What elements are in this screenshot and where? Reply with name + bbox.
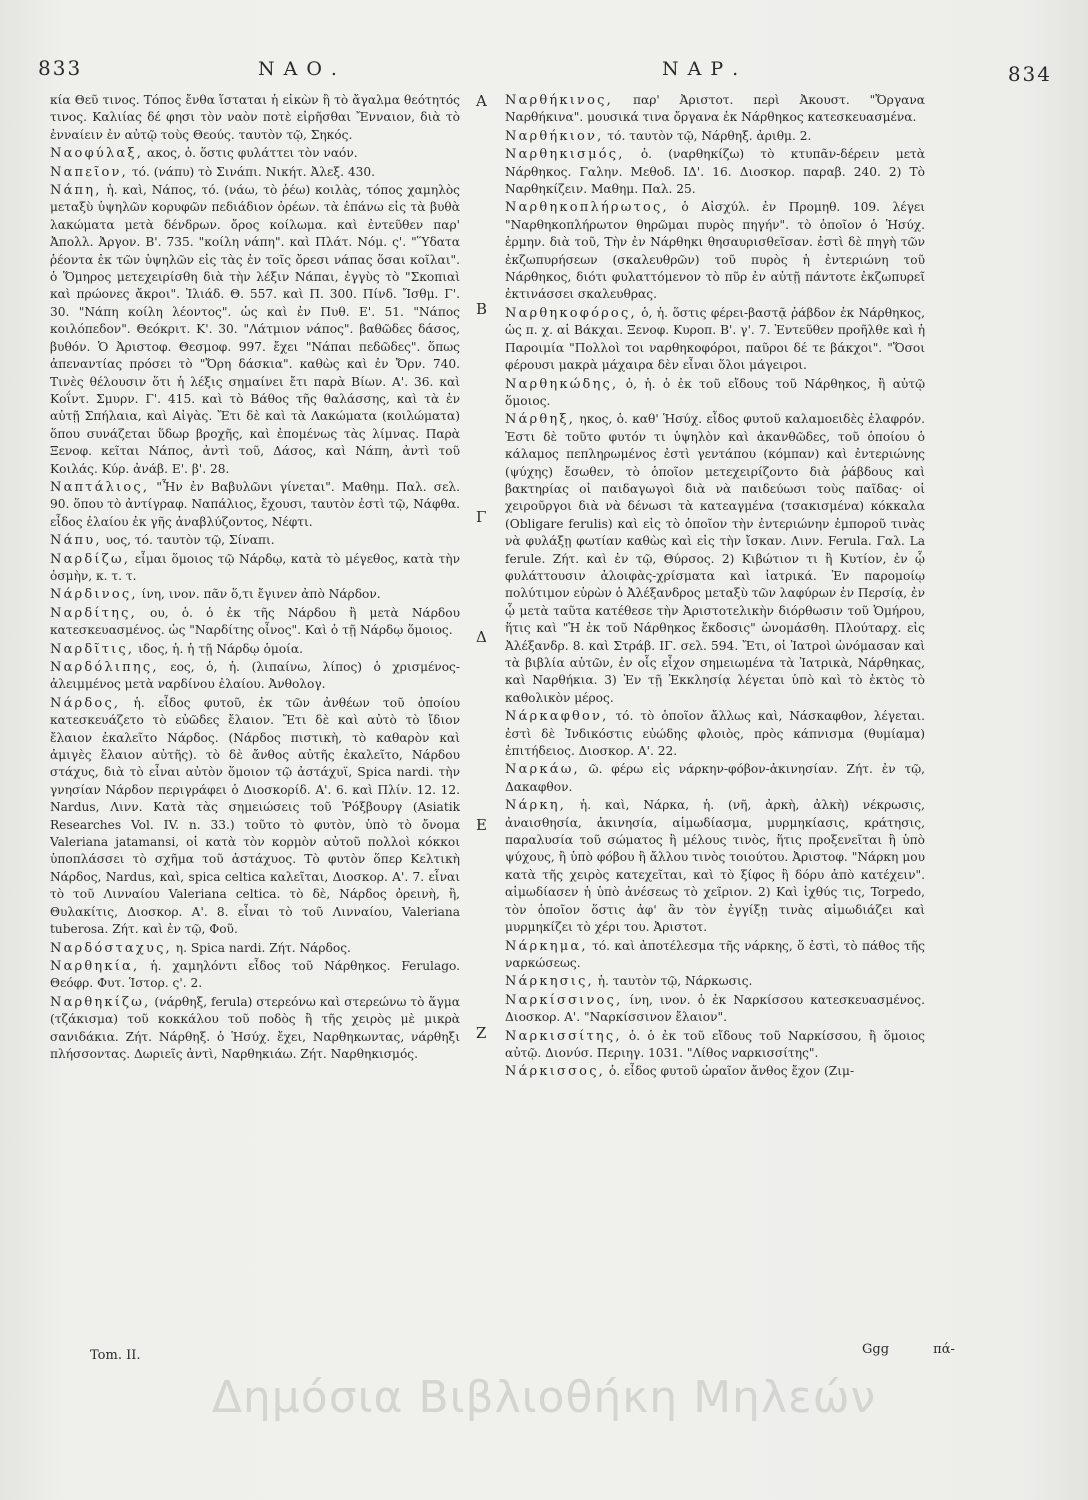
signature-mark xyxy=(862,1342,955,1357)
entry-headword: Ναρθήκινος, xyxy=(505,93,613,108)
dictionary-entry xyxy=(505,376,925,411)
entry-definition: ὁ. εἶδος φυτοῦ ὡραῖον ἄνθος ἔχον (Ζιμ- xyxy=(608,1064,855,1079)
entry-definition: ὁ Αἰσχύλ. ἐν Προμηθ. 109. λέγει "Ναρθηκοπλήρωτον θηρῶμαι πυρὸς πηγήν". τὸ ὁποῖον ὁ Ἡσύχ. ἑρμην. διὰ τοῦ, Τὴν ἐν Νάρθηκι θησαυρισθεῖσαν. ἐστὶ δὲ πηγὴ τῶν ἐκζωπυρήσεων (σκαλευθρῶν) τοῦ πυρὸς ἡ ἐντεριώνη τοῦ Νάρθηκος, διότι φυλαττόμενον τὸ πῦρ ἐν αὐτῇ πάντοτε ἐκζωπυρεῖ ἐκτινάσσει σκαλευθρας. xyxy=(505,200,925,302)
entry-definition: ῶ. φέρω εἰς νάρκην-φόβον-ἀκινησίαν. Ζήτ. ἐν τῷ, Δακαφθον. xyxy=(505,762,926,794)
dictionary-entry xyxy=(50,958,460,993)
entry-headword: Ναρθηκοπλήρωτος, xyxy=(505,200,669,216)
entry-definition: ακος, ὁ. ὅστις φυλάττει τὸν ναόν. xyxy=(146,146,358,161)
catchword: πά- xyxy=(933,1342,955,1357)
entry-definition: ὁ. ὁ ἐκ τοῦ εἴδους τοῦ Ναρκίσσου, ἢ ὅμοιος αὐτῷ. Διονύσ. Περιηγ. 1031. "Λίθος ναρκισσίτης". xyxy=(505,1028,925,1060)
dictionary-entry xyxy=(505,146,925,198)
dictionary-entry xyxy=(50,641,460,658)
entry-definition: ἡ. καὶ, Νάρκα, ἡ. (νῆ, ἀρκὴ, ἀλκὴ) νέκρωσις, ἀναισθησία, ἀκινησία, αἱμωδίασμα, μυρμηκίασις, κράτησις, παραλυσία τοῦ σώματος ἢ μέλους τινὸς, ἥτις προξενεῖται ἢ ὑπὸ ψύχους, ἢ ὑπὸ φόβου ἢ ἄλλου τινὸς τοιούτου. Ἀριστοφ. "Νάρκη μου κατὰ τῆς χειρὸς κατεχεῖται, καὶ τὸ ξίφος ἢ δόρυ ἀπὸ κατέχειν". αἱμωδίασεν ἡ ὑπὸ ἀνέσεως τὸ χεῖριον. 2) Καὶ ἰχθύς τις, Torpedo, τὸν ὁποῖον ὅστις ἀφ' ἂν τὸν ἐγγίξῃ τινὰς αἱμωδιάζει καὶ μυρμηκίζει τὸ χέρι του. Ἀριστοτ. xyxy=(505,798,926,935)
entry-definition: εος, ὁ, ἡ. (λιπαίνω, λίπος) ὁ χρισμένος-ἀλειμμένος μετὰ ναρδίνου ἐλαίου. Ἀνθολογ. xyxy=(50,660,460,692)
dictionary-entry xyxy=(505,973,925,990)
entry-definition: εἶμαι ὅμοιος τῷ Νάρδῳ, κατὰ τὸ μέγεθος, κατὰ τὴν ὀσμὴν, κ. τ. τ. xyxy=(50,551,461,583)
dictionary-entry xyxy=(505,1063,925,1080)
dictionary-entry xyxy=(505,708,925,760)
dictionary-entry xyxy=(50,940,460,957)
entry-headword: Ναρθηκία, xyxy=(50,958,140,974)
dictionary-entry xyxy=(50,145,460,162)
entry-definition: ου, ὁ. ὁ ἐκ τῆς Νάρδου ἢ μετὰ Νάρδου κατεσκευασμένος. ὡς "Ναρδίτης οἶνος". Καὶ ὁ τῇ Νάρδῳ ὅμοιος. xyxy=(50,605,461,638)
entry-headword: Ναρκίσσινος, xyxy=(505,992,623,1008)
entry-definition: τό. καὶ ἀποτέλεσμα τῆς νάρκης, ὅ ἐστὶ, τὸ πάθος τῆς ναρκώσεως. xyxy=(505,938,925,970)
entry-headword: Ναρθήκιον, xyxy=(505,128,604,144)
entry-headword: Νάρκαφθον, xyxy=(505,709,609,725)
section-letter-a: A xyxy=(476,92,487,110)
entry-definition: τό. (νάπυ) τὸ Σινάπι. Νικήτ. Ἀλεξ. 430. xyxy=(131,164,375,179)
entry-definition: "Ἦν ἐν Βαβυλῶνι γίνεται". Μαθημ. Παλ. σελ. 90. ὅπου τὸ ἀντίγραφ. Ναπάλιος, ἔχουσι, ταυτὸν ἐστὶ τῷ, Νάφθα. εἶδος ἐλαίου ἐκ γῆς ἀναβλύζοντος, Νέφτι. xyxy=(50,479,460,529)
entry-definition: ἡ. ταυτὸν τῷ, Νάρκωσις. xyxy=(597,974,753,989)
dictionary-entry xyxy=(50,92,460,144)
entry-headword: Νάπυ, xyxy=(50,533,102,549)
section-letter-z: Z xyxy=(476,1024,487,1042)
entry-headword: Ναπεῖον, xyxy=(50,164,128,180)
section-letter-delta: Δ xyxy=(476,628,487,646)
entry-headword: Νάρκη, xyxy=(505,798,567,814)
entry-definition: ὁ, ἡ. ὁ ἐκ τοῦ εἴδους τοῦ Νάρθηκος, ἢ αὐτῷ ὅμοιος. xyxy=(505,376,926,408)
entry-definition: ηκος, ὁ. καθ' Ἡσύχ. εἶδος φυτοῦ καλαμοειδὲς ἐλαφρόν. Ἐστι δὲ τοῦτο φυτόν τι ὑψηλὸν καὶ ἀκανθῶδες, τοῦ ὁποίου ὁ κάλαμος πεπληρωμένος ἐστὶ γεντάπου (κόμπαν) καὶ ἐντεριώνης (ψύχης) ἔσωθεν, τὸ ὁποῖον μετεχειρίζοντο διὰ ῥάβδους καὶ βακτηρίας οἱ παιδαγωγοὶ διὰ νὰ παιδεύωσι τοὺς παῖδας· οἱ χειροῦργοι διὰ νὰ δένωσι τὰ κατεαγμένα (τσακισμένα) κόκκαλα (Obligare ferulis) καὶ εἰς τὸ ὁποῖον τὴν ἐντεριώνην ἐμποροῦ τινὰς νὰ φυλάξῃ φωτίαν καθὼς καὶ εἰς τὴν ἴσκαν. Λινν. Ferula. Γαλ. La ferule. Ζήτ. καὶ ἐν τῷ, Θύρσος. 2) Κιβώτιον τι ἢ Κυτίον, ἐν ᾧ φυλάττουσιν ἀλοιφὰς-χρίσματα καὶ ἰατρικά. Ἐν παρομοίῳ πολύτιμον εὑρὼν ὁ Ἀλέξανδρος μεταξὺ τῶν λαφύρων ἐν Περσίᾳ, ἐν ᾧ μετὰ ταῦτα κατέθεσε τὴν Ἀριστοτελικὴν διόρθωσιν τοῦ Ὁμήρου, ἥτις καὶ "Ἡ ἐκ τοῦ Νάρθηκος ἔκδοσις" ὠνομάσθη. Πλούταρχ. εἰς Ἀλέξανδρ. 8. καὶ Στράβ. ΙΓ. σελ. 594. Ἔτι, οἱ Ἰατροὶ ὠνόμασαν καὶ τὰ βιβλία αὐτῶν, ἐν οἷς εἶχον σημειωμένα τὰ Ἰατρικὰ, Νάρθηκας, καὶ Ναρθήκια. 3) Ἐν τῇ Ἐκκλησίᾳ λέγεται ὑπὸ καὶ τὸ ἐκτὸς τὸ καθολικὸν μέρος. xyxy=(505,412,925,705)
entry-headword: Νάρθηξ, xyxy=(505,412,576,428)
entry-headword: Νάρδινος, xyxy=(50,587,138,603)
dictionary-entry xyxy=(50,532,460,549)
entry-definition: κία Θεῦ τινος. Τόπος ἔνθα ἵσταται ἡ εἰκὼν ἢ τὸ ἄγαλμα θεότητός τινος. Καλιίας δέ φησι τὸν ναὸν ποτὲ εἰρῆσθαι Ἔνναιον, διὰ τὸ ἐνναίειν ἐν αὐτῷ τοὺς Θεούς. ταυτὸν τῷ, Σηκός. xyxy=(50,93,460,142)
entry-headword: Νάρκησις, xyxy=(505,974,594,990)
running-head-left: ΝΑΟ. xyxy=(258,58,346,80)
dictionary-entry xyxy=(505,411,925,707)
page-number-right: 834 xyxy=(1007,62,1052,86)
volume-label: Tom. II. xyxy=(90,1348,141,1363)
entry-headword: Ναρθηκίζω, xyxy=(50,994,151,1010)
entry-definition: ἡ. εἶδος φυτοῦ, ἐκ τῶν ἀνθέων τοῦ ὁποίου κατεσκευάζετο τὸ εὐῶδες ἔλαιον. Ἔτι δὲ καὶ αὐτὸ τὸ ἴδιον ἔλαιον ἐκαλεῖτο Νάρδος. (Νάρδος πιστικὴ, τὸ καθαρὸν καὶ ἀμιγὲς ἔλαιον αὐτῆς). τὸ δὲ ἄνθος αὐτῆς ἐκαλεῖτο, Νάρδου στάχυς, διὰ τὸ εἶναι αὐτὸν ὅμοιον τῷ ἀστάχυϊ, Spica nardi. τὴν γνησίαν Νάρδον περιγράφει ὁ Διοσκορίδ. Α'. 6. καὶ Πλίν. 12. 12. Nardus, Λινν. Κατὰ τὰς σημειώσεις τοῦ Ῥόξβουργ (Asiatik Researches Vol. IV. n. 33.) τοῦτο τὸ φυτὸν, ὑπὸ τὸ ὄνομα Valeriana jatamansi, οἱ κατὰ τὸν κορμὸν αὐτοῦ πολλοὶ κόκκοι ὑποπλάσσει τὸ σχῆμα τοῦ ἀστάχυος. Τὸ φυτὸν ὅπερ Κελτικὴ Νάρδος, Nardus, καὶ, spica celtica καλεῖται, Διοσκορ. Α'. 7. εἶναι τὸ τοῦ Λινναίου Valeriana celtica. τὸ δὲ, Νάρδος ὀρεινὴ, ἢ, Θυλακίτις, Διοσκορ. Α'. 8. εἶναι τὸ τοῦ Λινναίου, Valeriana tuberosa. Ζήτ. καὶ ἐν τῷ, Φοῦ. xyxy=(50,695,461,937)
dictionary-entry xyxy=(505,199,925,303)
dictionary-entry xyxy=(50,695,460,939)
dictionary-entry xyxy=(50,586,460,603)
entry-definition: τό. ταυτὸν τῷ, Νάρθηξ. ἀριθμ. 2. xyxy=(607,128,812,143)
entry-definition: ὁ, ἡ. ὅστις φέρει-βαστᾷ ῥάβδον ἐκ Νάρθηκος, ὡς π. χ. αἱ Βάκχαι. Ξενοφ. Κυροπ. Β'. γ'. 7. Ἐντεῦθεν προῆλθε καὶ ἡ Παροιμία "Πολλοὶ τοι ναρθηκοφόροι, παῦροι δέ τε βάκχοι". "Ὅσοι φέρουσι μακρὰ μάχαιρα δὲν εἶναι ὅλοι μάγειροι. xyxy=(505,305,926,373)
entry-definition: ἡ. καὶ, Νάπος, τό. (νάω, τὸ ῥέω) κοιλὰς, τόπος χαμηλὸς μεταξὺ ὑψηλῶν κορυφῶν πεδιάδιον ὀρέων. τὰ ἐπάνω εἰς τὰ βυθὰ λακώματα μετὰ δένδρων. ὄρος κοίλωμα. καὶ ἐντεῦθεν παρ' Ἀπολλ. Ἀργον. Β'. 735. "κοίλη νάπη". καὶ Πλάτ. Νόμ. ς'. "Ὕδατα ῥέοντα ἐκ τῶν ὑψηλῶν εἰς τὰς ἐν τοῖς ὄρεσι νάπας ὅσαι κοῖλαι". ὁ Ὅμηρος μετεχειρίσθη διὰ τὴν λέξιν Νάπαι, ἐγγὺς τὸ "Σκοπιαὶ καὶ πρώονες ἄκροι". Ἰλιάδ. Θ. 557. καὶ Π. 300. Πίνδ. Ἴσθμ. Γ'. 30. "Νάπη κοίλη λέοντος". ὡς καὶ ἐν Πυθ. Ε'. 51. "Νάπος κοιλόπεδον". Θεόκριτ. Κ'. 30. "Λάτμιον νάπος". βαθῶδες δάσος, βυθόν. Ὁ Ἀριστοφ. Θεσμοφ. 997. ἔχει "Νάπαι πεδῶδες". ὅπως ἀπεναντίας πρόσει τὸ "Ὄρη δάσκια". καθὼς καὶ ἐν Ὄρν. 740. Τινὲς θέλουσιν ὅτι ἡ λέξις σημαίνει ἔτι παρὰ Βίων. Α'. 36. καὶ Κοΐντ. Σμυρν. Γ'. 415. καὶ τὸ Βάθος τῆς θαλάσσης, καὶ τὰ ἐν αὐτῇ Σπήλαια, καὶ Αἰγὰς. Ἔτι δὲ καὶ τὰ Λακώματα (κοιλώματα) ὅπου συνάζεται ὕδωρ βροχῆς, καὶ ἐπομένως τὰς λίμνας. Παρὰ Ξενοφ. κεῖται Νάπος, ἀντὶ τοῦ, Δάσος, καὶ Νάπη, ἀντὶ τοῦ Κοιλάς. Κύρ. ἀνάβ. Ε'. β'. 28. xyxy=(50,183,461,476)
entry-definition: παρ' Ἀριστοτ. περὶ Ἀκουστ. "Ὄργανα Ναρθήκινα". μουσικά τινα ὄργανα ἐκ Νάρθηκος κατεσκευασμένα. xyxy=(505,93,926,125)
entry-definition: ίνη, ινον. πᾶν ὅ,τι ἔγινεν ἀπὸ Νάρδον. xyxy=(141,587,381,602)
dictionary-entry xyxy=(505,938,925,973)
entry-headword: Ναρδίζω, xyxy=(50,551,131,567)
entry-headword: Νάρκισσος, xyxy=(505,1064,606,1080)
dictionary-entry xyxy=(50,659,460,694)
dictionary-entry xyxy=(505,992,925,1027)
entry-headword: Νάρδος, xyxy=(50,695,121,711)
dictionary-entry xyxy=(50,605,460,640)
entry-headword: Ναοφύλαξ, xyxy=(50,146,144,162)
section-letter-gamma: Γ xyxy=(476,508,487,526)
dictionary-entry xyxy=(50,551,460,586)
entry-definition: ιδος, ἡ. ἡ τῇ Νάρδῳ ὁμοία. xyxy=(138,641,303,656)
section-letter-e: E xyxy=(476,816,487,834)
signature-text: Ggg xyxy=(862,1342,890,1357)
entry-definition: (νάρθηξ, ferula) στερεόνω καὶ στερεώνω τὸ ἅγμα (τζάκισμα) τοῦ κοκκάλου τοῦ ποδὸς ἢ τῆς χειρὸς μὲ μικρὰ σανιδάκια. Ζήτ. Νάρθηξ. ὁ Ἡσύχ. ἔχει, Ναρθηκωντας, νάρθηξι πλήσσοντας. Δωριεῖς ἀντὶ, Ναρθηκιάω. Ζήτ. Ναρθηκισμός. xyxy=(50,994,460,1061)
entry-headword: Ναρδίτης, xyxy=(50,605,137,621)
dictionary-entry xyxy=(50,182,460,478)
entry-definition: τό. τὸ ὁποῖον ἄλλως καὶ, Νάσκαφθον, λέγεται. ἐστὶ δὲ Ἰνδικόστις εὐώδης φλοιὸς, πρὸς κάπνισμα (θυμίαμα) ἐπιτήδειος. Διοσκορ. Α'. 22. xyxy=(505,709,926,759)
left-column xyxy=(50,92,460,1064)
entry-definition: υος, τό. ταυτὸν τῷ, Σίναπι. xyxy=(105,533,275,548)
entry-headword: Ναρδῖτις, xyxy=(50,641,135,657)
section-letter-b: B xyxy=(476,300,488,318)
entry-headword: Νάρκημα, xyxy=(505,938,588,954)
entry-headword: Ναπτάλιος, xyxy=(50,479,150,495)
page-number-left: 833 xyxy=(38,56,83,80)
right-column xyxy=(505,92,925,1082)
entry-headword: Ναρδόλιπης, xyxy=(50,660,159,675)
entry-headword: Ναρθηκοφόρος, xyxy=(505,305,637,321)
dictionary-entry xyxy=(505,797,925,936)
entry-definition: ὁ. (ναρθηκίζω) τὸ κτυπᾶν-δέρειν μετὰ Νάρθηκος. Γαλην. Μεθοδ. ΙΔ'. 16. Διοσκορ. παραβ. 240. 2) Τὸ Ναρθηκίζειν. Μαθημ. Παλ. 25. xyxy=(505,147,925,197)
dictionary-entry xyxy=(50,479,460,531)
dictionary-entry xyxy=(505,761,925,796)
dictionary-entry xyxy=(50,164,460,181)
dictionary-entry xyxy=(505,128,925,145)
library-watermark: Δημόσια Βιβλιοθήκη Μηλεών xyxy=(211,1372,877,1423)
entry-headword: Νάπη, xyxy=(50,183,102,199)
running-head-right: ΝΑΡ. xyxy=(662,58,748,80)
entry-headword: Ναρκάω, xyxy=(505,762,580,778)
dictionary-entry xyxy=(505,92,925,127)
entry-definition: ἡ. χαμηλόντι εἶδος τοῦ Νάρθηκος. Ferulago. Θεόφρ. Φυτ. Ἱστορ. ς'. 2. xyxy=(50,958,461,991)
entry-headword: Ναρκισσίτης, xyxy=(505,1028,622,1044)
dictionary-entry xyxy=(505,305,925,375)
entry-definition: η. Spica nardi. Ζήτ. Νάρδος. xyxy=(175,940,351,955)
entry-definition: ίνη, ινον. ὁ ἐκ Ναρκίσσου κατεσκευασμένος. Διοσκορ. Α'. "Ναρκίσσινον ἔλαιον". xyxy=(505,992,925,1025)
dictionary-entry xyxy=(50,994,460,1064)
dictionary-entry xyxy=(505,1028,925,1063)
entry-headword: Ναρθηκισμός, xyxy=(505,147,625,163)
entry-headword: Ναρδόσταχυς, xyxy=(50,940,172,956)
entry-headword: Ναρθηκώδης, xyxy=(505,376,619,392)
